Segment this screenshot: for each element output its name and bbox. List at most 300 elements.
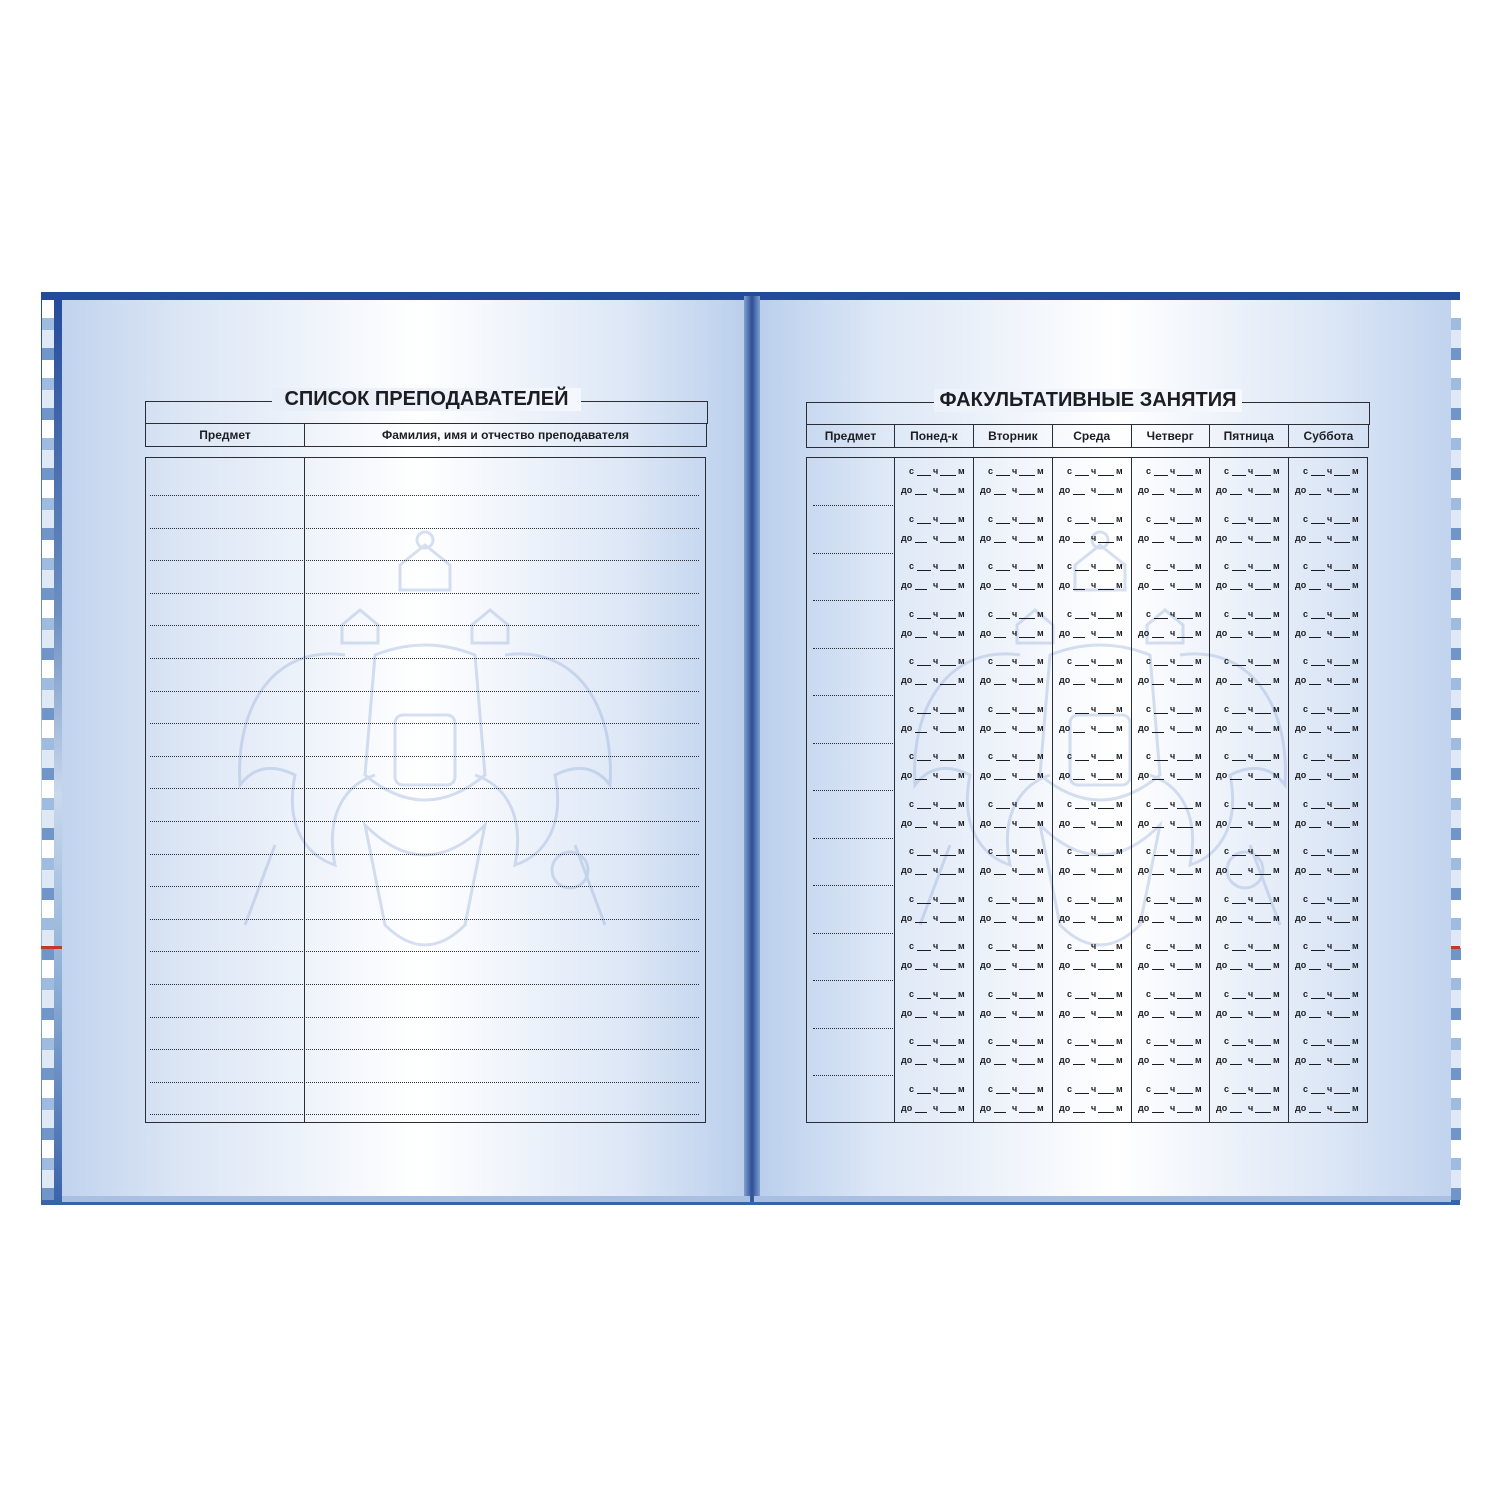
minutes-blank[interactable] (1255, 894, 1271, 904)
minutes-blank[interactable] (1177, 894, 1193, 904)
hours-blank[interactable] (1230, 675, 1242, 685)
hours-blank[interactable] (1311, 609, 1325, 619)
minutes-blank[interactable] (1255, 941, 1271, 951)
minutes-blank[interactable] (1019, 1036, 1035, 1046)
minutes-blank[interactable] (1334, 656, 1350, 666)
time-slot[interactable] (980, 793, 1048, 833)
subject-entry-line[interactable] (813, 648, 893, 649)
time-slot[interactable] (980, 935, 1048, 975)
minutes-blank[interactable] (940, 960, 956, 970)
minutes-blank[interactable] (1255, 1084, 1271, 1094)
time-slot[interactable] (1216, 555, 1284, 595)
hours-blank[interactable] (1309, 485, 1321, 495)
minutes-blank[interactable] (1098, 751, 1114, 761)
time-slot[interactable] (1216, 983, 1284, 1023)
hours-blank[interactable] (1230, 533, 1242, 543)
entry-line[interactable] (150, 691, 699, 692)
hours-blank[interactable] (917, 561, 931, 571)
minutes-blank[interactable] (940, 533, 956, 543)
hours-blank[interactable] (917, 799, 931, 809)
minutes-blank[interactable] (1019, 675, 1035, 685)
minutes-blank[interactable] (940, 818, 956, 828)
minutes-blank[interactable] (1255, 1008, 1271, 1018)
hours-blank[interactable] (915, 580, 927, 590)
hours-blank[interactable] (1073, 1103, 1085, 1113)
hours-blank[interactable] (1073, 770, 1085, 780)
time-slot[interactable] (1059, 460, 1127, 500)
minutes-blank[interactable] (940, 989, 956, 999)
time-slot[interactable] (1138, 983, 1206, 1023)
hours-blank[interactable] (994, 818, 1006, 828)
hours-blank[interactable] (1309, 865, 1321, 875)
minutes-blank[interactable] (1098, 514, 1114, 524)
hours-blank[interactable] (1154, 466, 1168, 476)
time-slot[interactable] (901, 508, 969, 548)
hours-blank[interactable] (1073, 1055, 1085, 1065)
hours-blank[interactable] (1232, 846, 1246, 856)
entry-line[interactable] (150, 788, 699, 789)
minutes-blank[interactable] (1098, 609, 1114, 619)
minutes-blank[interactable] (1098, 818, 1114, 828)
minutes-blank[interactable] (1098, 1055, 1114, 1065)
hours-blank[interactable] (915, 913, 927, 923)
hours-blank[interactable] (917, 751, 931, 761)
minutes-blank[interactable] (1334, 751, 1350, 761)
subject-entry-line[interactable] (813, 505, 893, 506)
hours-blank[interactable] (994, 865, 1006, 875)
time-slot[interactable] (1295, 888, 1363, 928)
time-slot[interactable] (1059, 555, 1127, 595)
time-slot[interactable] (1059, 1030, 1127, 1070)
minutes-blank[interactable] (940, 913, 956, 923)
hours-blank[interactable] (915, 675, 927, 685)
minutes-blank[interactable] (1177, 1084, 1193, 1094)
hours-blank[interactable] (1309, 675, 1321, 685)
minutes-blank[interactable] (1019, 960, 1035, 970)
subject-entry-line[interactable] (813, 1075, 893, 1076)
minutes-blank[interactable] (1098, 1036, 1114, 1046)
hours-blank[interactable] (1075, 466, 1089, 476)
hours-blank[interactable] (1309, 960, 1321, 970)
hours-blank[interactable] (1073, 485, 1085, 495)
hours-blank[interactable] (1073, 960, 1085, 970)
minutes-blank[interactable] (1255, 675, 1271, 685)
hours-blank[interactable] (1152, 1055, 1164, 1065)
minutes-blank[interactable] (1098, 1008, 1114, 1018)
minutes-blank[interactable] (1334, 989, 1350, 999)
time-slot[interactable] (1216, 1078, 1284, 1118)
subject-entry-line[interactable] (813, 790, 893, 791)
time-slot[interactable] (901, 1078, 969, 1118)
minutes-blank[interactable] (1019, 533, 1035, 543)
time-slot[interactable] (1216, 793, 1284, 833)
minutes-blank[interactable] (1255, 1036, 1271, 1046)
entry-line[interactable] (150, 1017, 699, 1018)
minutes-blank[interactable] (1177, 723, 1193, 733)
hours-blank[interactable] (1232, 656, 1246, 666)
minutes-blank[interactable] (1019, 1084, 1035, 1094)
minutes-blank[interactable] (1334, 675, 1350, 685)
hours-blank[interactable] (1075, 1084, 1089, 1094)
entry-line[interactable] (150, 560, 699, 561)
minutes-blank[interactable] (1177, 485, 1193, 495)
minutes-blank[interactable] (1334, 1103, 1350, 1113)
hours-blank[interactable] (915, 1055, 927, 1065)
minutes-blank[interactable] (1255, 960, 1271, 970)
hours-blank[interactable] (1230, 818, 1242, 828)
hours-blank[interactable] (915, 1008, 927, 1018)
minutes-blank[interactable] (940, 514, 956, 524)
minutes-blank[interactable] (1019, 628, 1035, 638)
hours-blank[interactable] (1311, 989, 1325, 999)
minutes-blank[interactable] (1255, 656, 1271, 666)
minutes-blank[interactable] (1177, 751, 1193, 761)
minutes-blank[interactable] (940, 1055, 956, 1065)
minutes-blank[interactable] (1019, 865, 1035, 875)
hours-blank[interactable] (996, 514, 1010, 524)
minutes-blank[interactable] (1334, 1055, 1350, 1065)
hours-blank[interactable] (1154, 704, 1168, 714)
minutes-blank[interactable] (1255, 609, 1271, 619)
minutes-blank[interactable] (1019, 514, 1035, 524)
minutes-blank[interactable] (940, 751, 956, 761)
minutes-blank[interactable] (940, 770, 956, 780)
minutes-blank[interactable] (1019, 1055, 1035, 1065)
time-slot[interactable] (1138, 1030, 1206, 1070)
minutes-blank[interactable] (1255, 580, 1271, 590)
minutes-blank[interactable] (1019, 656, 1035, 666)
hours-blank[interactable] (1309, 580, 1321, 590)
hours-blank[interactable] (915, 770, 927, 780)
hours-blank[interactable] (1073, 628, 1085, 638)
time-slot[interactable] (1138, 888, 1206, 928)
hours-blank[interactable] (996, 561, 1010, 571)
entry-line[interactable] (150, 886, 699, 887)
time-slot[interactable] (1216, 698, 1284, 738)
hours-blank[interactable] (917, 1084, 931, 1094)
time-slot[interactable] (1138, 793, 1206, 833)
minutes-blank[interactable] (1098, 723, 1114, 733)
minutes-blank[interactable] (1334, 561, 1350, 571)
hours-blank[interactable] (996, 1084, 1010, 1094)
time-slot[interactable] (980, 840, 1048, 880)
hours-blank[interactable] (1311, 799, 1325, 809)
hours-blank[interactable] (1154, 989, 1168, 999)
minutes-blank[interactable] (1255, 466, 1271, 476)
minutes-blank[interactable] (1334, 723, 1350, 733)
time-slot[interactable] (980, 983, 1048, 1023)
time-slot[interactable] (980, 1030, 1048, 1070)
hours-blank[interactable] (1075, 799, 1089, 809)
hours-blank[interactable] (996, 989, 1010, 999)
time-slot[interactable] (1059, 745, 1127, 785)
hours-blank[interactable] (994, 580, 1006, 590)
hours-blank[interactable] (1152, 865, 1164, 875)
entry-line[interactable] (150, 756, 699, 757)
hours-blank[interactable] (1232, 514, 1246, 524)
time-slot[interactable] (901, 888, 969, 928)
minutes-blank[interactable] (1019, 770, 1035, 780)
minutes-blank[interactable] (1177, 561, 1193, 571)
minutes-blank[interactable] (1255, 913, 1271, 923)
hours-blank[interactable] (1152, 485, 1164, 495)
minutes-blank[interactable] (1177, 818, 1193, 828)
minutes-blank[interactable] (1019, 846, 1035, 856)
hours-blank[interactable] (1075, 751, 1089, 761)
minutes-blank[interactable] (940, 1008, 956, 1018)
hours-blank[interactable] (1232, 941, 1246, 951)
hours-blank[interactable] (1230, 485, 1242, 495)
hours-blank[interactable] (1311, 656, 1325, 666)
hours-blank[interactable] (1152, 960, 1164, 970)
hours-blank[interactable] (1311, 846, 1325, 856)
minutes-blank[interactable] (1177, 941, 1193, 951)
hours-blank[interactable] (1152, 723, 1164, 733)
hours-blank[interactable] (1152, 580, 1164, 590)
entry-line[interactable] (150, 919, 699, 920)
minutes-blank[interactable] (1019, 751, 1035, 761)
hours-blank[interactable] (1311, 466, 1325, 476)
minutes-blank[interactable] (1098, 675, 1114, 685)
time-slot[interactable] (1295, 698, 1363, 738)
minutes-blank[interactable] (1019, 561, 1035, 571)
minutes-blank[interactable] (1334, 609, 1350, 619)
hours-blank[interactable] (994, 913, 1006, 923)
minutes-blank[interactable] (1334, 1036, 1350, 1046)
minutes-blank[interactable] (1255, 628, 1271, 638)
minutes-blank[interactable] (1177, 1008, 1193, 1018)
hours-blank[interactable] (1232, 466, 1246, 476)
hours-blank[interactable] (994, 1055, 1006, 1065)
time-slot[interactable] (1059, 698, 1127, 738)
minutes-blank[interactable] (1098, 913, 1114, 923)
hours-blank[interactable] (915, 960, 927, 970)
time-slot[interactable] (1295, 508, 1363, 548)
minutes-blank[interactable] (1177, 799, 1193, 809)
subject-entry-line[interactable] (813, 695, 893, 696)
hours-blank[interactable] (1232, 609, 1246, 619)
subject-entry-line[interactable] (813, 885, 893, 886)
hours-blank[interactable] (996, 704, 1010, 714)
minutes-blank[interactable] (1019, 894, 1035, 904)
minutes-blank[interactable] (1019, 466, 1035, 476)
subject-entry-line[interactable] (813, 553, 893, 554)
minutes-blank[interactable] (1334, 799, 1350, 809)
time-slot[interactable] (1216, 460, 1284, 500)
time-slot[interactable] (980, 745, 1048, 785)
hours-blank[interactable] (915, 485, 927, 495)
minutes-blank[interactable] (1177, 466, 1193, 476)
time-slot[interactable] (1138, 840, 1206, 880)
hours-blank[interactable] (1311, 941, 1325, 951)
minutes-blank[interactable] (1019, 1008, 1035, 1018)
minutes-blank[interactable] (1334, 704, 1350, 714)
entry-line[interactable] (150, 495, 699, 496)
hours-blank[interactable] (1075, 941, 1089, 951)
hours-blank[interactable] (1154, 941, 1168, 951)
minutes-blank[interactable] (1334, 533, 1350, 543)
hours-blank[interactable] (994, 1008, 1006, 1018)
minutes-blank[interactable] (940, 1036, 956, 1046)
minutes-blank[interactable] (1177, 704, 1193, 714)
hours-blank[interactable] (1230, 1055, 1242, 1065)
minutes-blank[interactable] (1255, 704, 1271, 714)
minutes-blank[interactable] (1098, 561, 1114, 571)
time-slot[interactable] (1295, 935, 1363, 975)
entry-line[interactable] (150, 528, 699, 529)
minutes-blank[interactable] (940, 1103, 956, 1113)
hours-blank[interactable] (1309, 628, 1321, 638)
hours-blank[interactable] (1152, 675, 1164, 685)
time-slot[interactable] (1059, 935, 1127, 975)
minutes-blank[interactable] (1177, 846, 1193, 856)
hours-blank[interactable] (1075, 1036, 1089, 1046)
time-slot[interactable] (980, 555, 1048, 595)
hours-blank[interactable] (1073, 533, 1085, 543)
hours-blank[interactable] (996, 894, 1010, 904)
hours-blank[interactable] (1230, 723, 1242, 733)
hours-blank[interactable] (1230, 865, 1242, 875)
minutes-blank[interactable] (1177, 1055, 1193, 1065)
entry-line[interactable] (150, 593, 699, 594)
time-slot[interactable] (980, 698, 1048, 738)
minutes-blank[interactable] (940, 675, 956, 685)
hours-blank[interactable] (996, 656, 1010, 666)
time-slot[interactable] (1295, 1078, 1363, 1118)
hours-blank[interactable] (917, 989, 931, 999)
entry-line[interactable] (150, 951, 699, 952)
time-slot[interactable] (1059, 983, 1127, 1023)
hours-blank[interactable] (1232, 799, 1246, 809)
minutes-blank[interactable] (1334, 628, 1350, 638)
minutes-blank[interactable] (1177, 913, 1193, 923)
hours-blank[interactable] (1309, 1055, 1321, 1065)
hours-blank[interactable] (917, 466, 931, 476)
minutes-blank[interactable] (1098, 1084, 1114, 1094)
time-slot[interactable] (1295, 603, 1363, 643)
minutes-blank[interactable] (1019, 818, 1035, 828)
time-slot[interactable] (901, 1030, 969, 1070)
minutes-blank[interactable] (1177, 609, 1193, 619)
minutes-blank[interactable] (1255, 514, 1271, 524)
minutes-blank[interactable] (1098, 960, 1114, 970)
minutes-blank[interactable] (1019, 609, 1035, 619)
hours-blank[interactable] (1152, 770, 1164, 780)
hours-blank[interactable] (1154, 609, 1168, 619)
time-slot[interactable] (1059, 603, 1127, 643)
hours-blank[interactable] (1309, 818, 1321, 828)
time-slot[interactable] (1216, 603, 1284, 643)
hours-blank[interactable] (915, 1103, 927, 1113)
minutes-blank[interactable] (1019, 580, 1035, 590)
time-slot[interactable] (1138, 555, 1206, 595)
hours-blank[interactable] (1232, 704, 1246, 714)
time-slot[interactable] (1138, 650, 1206, 690)
hours-blank[interactable] (1073, 865, 1085, 875)
minutes-blank[interactable] (940, 1084, 956, 1094)
hours-blank[interactable] (996, 466, 1010, 476)
time-slot[interactable] (1216, 1030, 1284, 1070)
time-slot[interactable] (901, 460, 969, 500)
time-slot[interactable] (901, 745, 969, 785)
minutes-blank[interactable] (1334, 941, 1350, 951)
minutes-blank[interactable] (940, 704, 956, 714)
hours-blank[interactable] (1152, 1103, 1164, 1113)
minutes-blank[interactable] (1255, 818, 1271, 828)
hours-blank[interactable] (1152, 1008, 1164, 1018)
hours-blank[interactable] (1075, 561, 1089, 571)
hours-blank[interactable] (1152, 533, 1164, 543)
time-slot[interactable] (1138, 460, 1206, 500)
entry-line[interactable] (150, 821, 699, 822)
minutes-blank[interactable] (940, 656, 956, 666)
hours-blank[interactable] (1154, 799, 1168, 809)
minutes-blank[interactable] (1177, 770, 1193, 780)
hours-blank[interactable] (1073, 723, 1085, 733)
time-slot[interactable] (1138, 603, 1206, 643)
time-slot[interactable] (1138, 935, 1206, 975)
time-slot[interactable] (1216, 840, 1284, 880)
hours-blank[interactable] (996, 846, 1010, 856)
hours-blank[interactable] (996, 751, 1010, 761)
hours-blank[interactable] (1075, 656, 1089, 666)
minutes-blank[interactable] (1019, 941, 1035, 951)
entry-line[interactable] (150, 854, 699, 855)
minutes-blank[interactable] (1019, 1103, 1035, 1113)
hours-blank[interactable] (1311, 1084, 1325, 1094)
minutes-blank[interactable] (1098, 580, 1114, 590)
hours-blank[interactable] (1230, 770, 1242, 780)
minutes-blank[interactable] (1177, 675, 1193, 685)
hours-blank[interactable] (1152, 628, 1164, 638)
time-slot[interactable] (1295, 460, 1363, 500)
minutes-blank[interactable] (940, 723, 956, 733)
hours-blank[interactable] (917, 514, 931, 524)
time-slot[interactable] (980, 603, 1048, 643)
minutes-blank[interactable] (940, 628, 956, 638)
subject-entry-line[interactable] (813, 980, 893, 981)
hours-blank[interactable] (1230, 1008, 1242, 1018)
minutes-blank[interactable] (1098, 894, 1114, 904)
minutes-blank[interactable] (940, 846, 956, 856)
minutes-blank[interactable] (940, 799, 956, 809)
minutes-blank[interactable] (1098, 533, 1114, 543)
hours-blank[interactable] (915, 533, 927, 543)
hours-blank[interactable] (1154, 514, 1168, 524)
time-slot[interactable] (901, 983, 969, 1023)
entry-line[interactable] (150, 625, 699, 626)
minutes-blank[interactable] (1019, 799, 1035, 809)
minutes-blank[interactable] (1334, 485, 1350, 495)
hours-blank[interactable] (1230, 580, 1242, 590)
minutes-blank[interactable] (1177, 533, 1193, 543)
hours-blank[interactable] (1154, 894, 1168, 904)
hours-blank[interactable] (1311, 894, 1325, 904)
minutes-blank[interactable] (1255, 846, 1271, 856)
hours-blank[interactable] (996, 941, 1010, 951)
minutes-blank[interactable] (940, 865, 956, 875)
hours-blank[interactable] (994, 1103, 1006, 1113)
minutes-blank[interactable] (1019, 723, 1035, 733)
time-slot[interactable] (1059, 793, 1127, 833)
hours-blank[interactable] (996, 609, 1010, 619)
minutes-blank[interactable] (1334, 960, 1350, 970)
hours-blank[interactable] (1230, 628, 1242, 638)
time-slot[interactable] (901, 840, 969, 880)
minutes-blank[interactable] (1177, 628, 1193, 638)
hours-blank[interactable] (1152, 818, 1164, 828)
entry-line[interactable] (150, 1114, 699, 1115)
